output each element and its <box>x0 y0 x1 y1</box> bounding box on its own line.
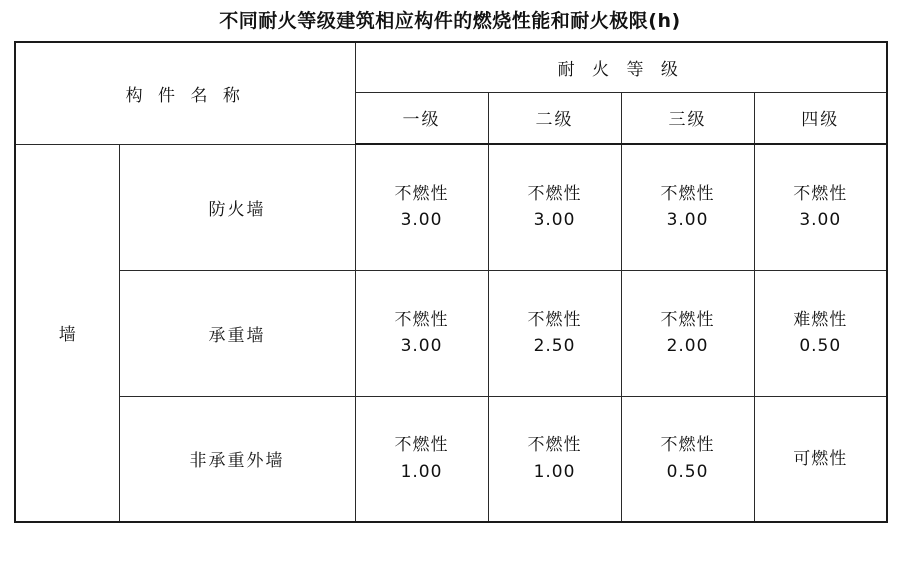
cell-limit: 1.00 <box>400 461 443 482</box>
header-fire-resistance-rating: 耐 火 等 级 <box>355 42 887 92</box>
cell-limit: 3.00 <box>400 336 443 356</box>
cell-limit: 2.50 <box>533 336 576 356</box>
cell-limit: 0.50 <box>799 336 842 356</box>
cell-rating <box>488 396 621 522</box>
cell-rating <box>488 144 621 270</box>
component-label: 承重墙 <box>119 270 355 396</box>
cell-combustibility: 不燃性 <box>527 309 582 330</box>
component-label: 防火墙 <box>119 144 355 270</box>
cell-limit: 1.00 <box>533 461 576 482</box>
cell-combustibility: 不燃性 <box>394 183 449 204</box>
header-level-2: 二级 <box>488 92 621 144</box>
cell-rating <box>355 144 488 270</box>
cell-combustibility: 不燃性 <box>660 435 715 456</box>
cell-rating <box>488 270 621 396</box>
cell-combustibility: 不燃性 <box>527 183 582 204</box>
cell-combustibility: 可燃性 <box>793 448 848 469</box>
header-level-3: 三级 <box>621 92 754 144</box>
cell-combustibility: 不燃性 <box>660 183 715 204</box>
cell-rating <box>355 396 488 522</box>
cell-combustibility: 不燃性 <box>660 309 715 330</box>
table-container <box>0 41 900 523</box>
header-level-1: 一级 <box>355 92 488 144</box>
cell-rating <box>754 396 887 522</box>
cell-limit: 3.00 <box>400 210 443 231</box>
page-title: 不同耐火等级建筑相应构件的燃烧性能和耐火极限(h) <box>219 10 681 32</box>
cell-combustibility: 不燃性 <box>394 309 449 330</box>
component-label: 非承重外墙 <box>119 396 355 522</box>
cell-rating <box>621 396 754 522</box>
cell-limit: 3.00 <box>666 210 709 231</box>
table-row <box>15 396 887 522</box>
fire-resistance-table <box>14 41 888 523</box>
group-label-wall: 墙 <box>15 144 119 522</box>
cell-rating <box>754 270 887 396</box>
cell-limit: 2.00 <box>666 336 709 356</box>
cell-limit: 3.00 <box>799 210 842 231</box>
cell-combustibility: 不燃性 <box>394 435 449 456</box>
cell-rating <box>621 270 754 396</box>
cell-limit: 3.00 <box>533 210 576 231</box>
table-row <box>15 144 887 270</box>
header-component-name: 构 件 名 称 <box>15 42 355 144</box>
cell-limit: 0.50 <box>666 461 709 482</box>
cell-rating <box>621 144 754 270</box>
cell-rating <box>355 270 488 396</box>
cell-combustibility: 不燃性 <box>527 435 582 456</box>
cell-combustibility: 不燃性 <box>793 183 848 204</box>
cell-rating <box>754 144 887 270</box>
table-row <box>15 270 887 396</box>
table-header-row-1 <box>15 42 887 92</box>
header-level-4: 四级 <box>754 92 887 144</box>
cell-combustibility: 难燃性 <box>793 309 848 330</box>
